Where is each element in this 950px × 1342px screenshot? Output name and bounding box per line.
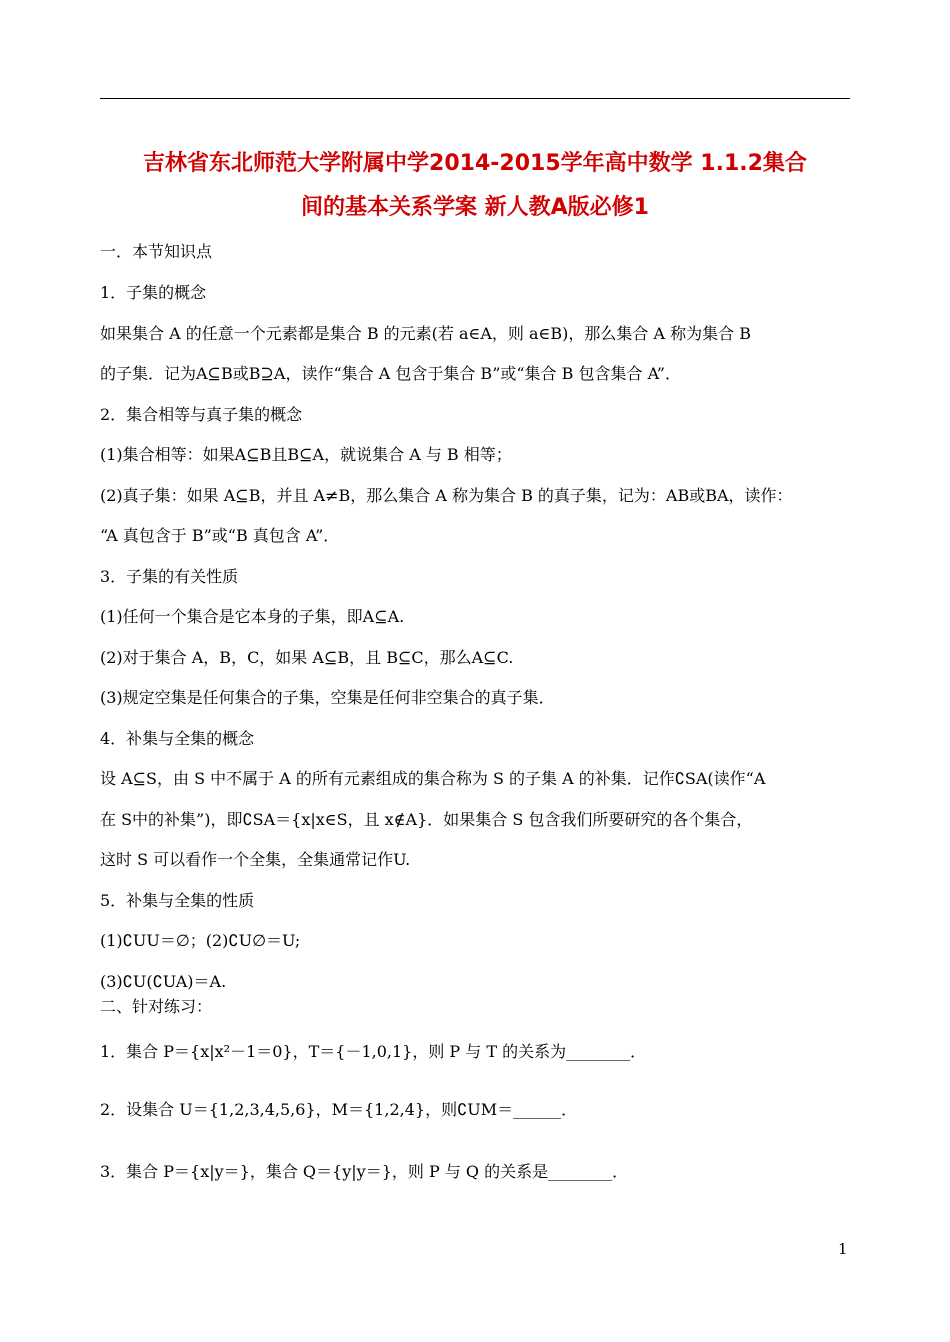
section-heading-exercises: 二、针对练习： <box>100 997 213 1016</box>
document-title-line-2: 间的基本关系学案 新人教A版必修1 <box>301 195 649 220</box>
paragraph-line: 的子集．记为A⊆B或B⊇A，读作“集合 A 包含于集合 B”或“集合 B 包含集合 A”． <box>100 364 681 383</box>
paragraph-line: 这时 S 可以看作一个全集，全集通常记作U. <box>100 850 411 869</box>
header-rule <box>100 98 850 99</box>
paragraph-line: (1)集合相等：如果A⊆B且B⊆A，就说集合 A 与 B 相等； <box>100 445 512 464</box>
paragraph-line: (2)对于集合 A，B，C，如果 A⊆B，且 B⊆C，那么A⊆C. <box>100 648 514 667</box>
document-title-line-1: 吉林省东北师范大学附属中学2014-2015学年高中数学 1.1.2集合 <box>143 151 807 176</box>
subheading-equality-proper-subset: 2．集合相等与真子集的概念 <box>100 405 303 424</box>
paragraph-line: (2)真子集：如果 A⊆B，并且 A≠B，那么集合 A 称为集合 B 的真子集，记为：AB或BA，读作： <box>100 486 793 505</box>
paragraph-line: 如果集合 A 的任意一个元素都是集合 B 的元素(若 a∈A，则 a∈B)，那么集合 A 称为集合 B <box>100 324 751 343</box>
paragraph-line: (3)规定空集是任何集合的子集，空集是任何非空集合的真子集． <box>100 688 555 707</box>
exercise-2: 2．设集合 U＝{1,2,3,4,5,6}，M＝{1,2,4}，则∁UM＝______． <box>100 1100 578 1119</box>
paragraph-line: (1)∁UU＝∅；(2)∁U∅＝U; <box>100 931 301 950</box>
paragraph-line: 设 A⊆S，由 S 中不属于 A 的所有元素组成的集合称为 S 的子集 A 的补集．记作∁SA(读作“A <box>100 769 766 788</box>
paragraph-line: 在 S中的补集”)，即∁SA＝{x|x∈S，且 x∉A}．如果集合 S 包含我们所要研究的各个集合， <box>100 810 753 829</box>
exercise-1: 1．集合 P＝{x|x²－1＝0}，T＝{－1,0,1}，则 P 与 T 的关系为________． <box>100 1042 647 1061</box>
page-number: 1 <box>838 1240 848 1258</box>
subheading-subset-concept: 1．子集的概念 <box>100 283 207 302</box>
subheading-complement-universal: 4．补集与全集的概念 <box>100 729 255 748</box>
exercise-3: 3．集合 P＝{x|y＝}，集合 Q＝{y|y＝}，则 P 与 Q 的关系是________． <box>100 1162 629 1181</box>
section-heading-knowledge: 一．本节知识点 <box>100 242 213 261</box>
paragraph-line: “A 真包含于 B”或“B 真包含 A”． <box>100 526 340 545</box>
paragraph-line: (3)∁U(∁UA)＝A. <box>100 972 227 991</box>
subheading-complement-properties: 5．补集与全集的性质 <box>100 891 255 910</box>
paragraph-line: (1)任何一个集合是它本身的子集，即A⊆A. <box>100 607 405 626</box>
subheading-subset-properties: 3．子集的有关性质 <box>100 567 239 586</box>
